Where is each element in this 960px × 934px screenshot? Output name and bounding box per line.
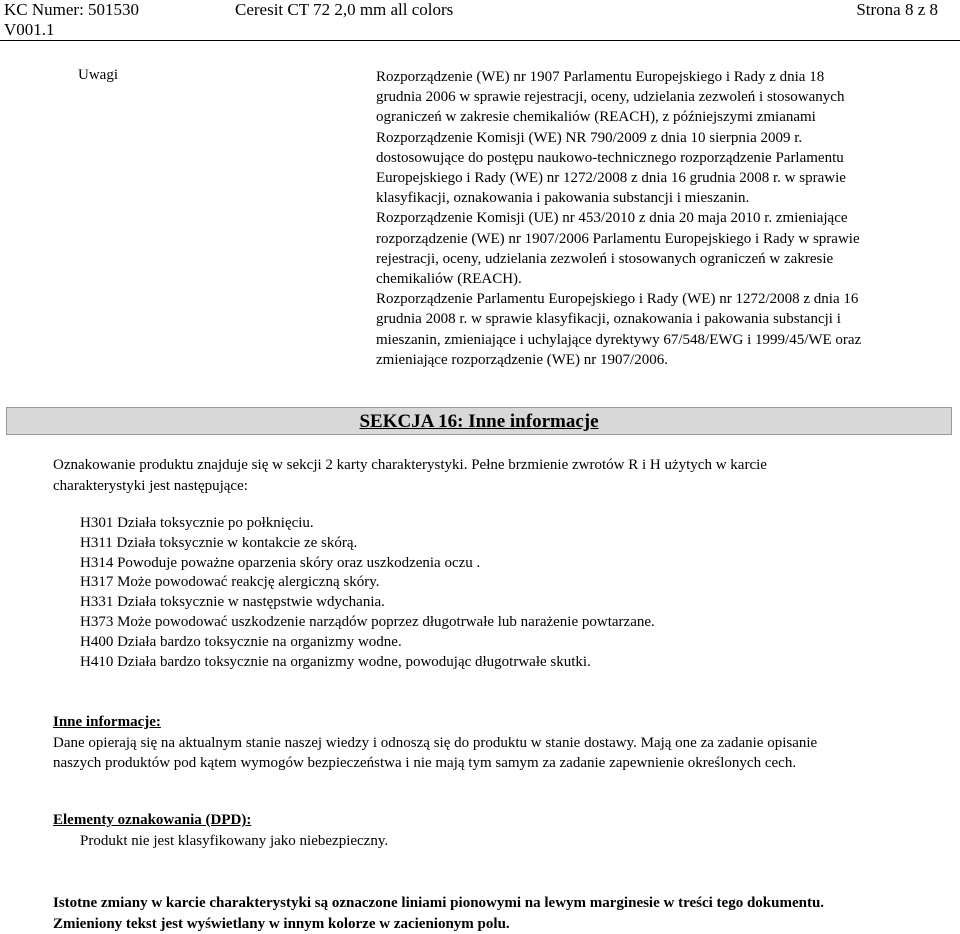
- notes-line: Rozporządzenie Komisji (UE) nr 453/2010 z dnia 20 maja 2010 r. zmieniające: [376, 210, 848, 227]
- dpd-heading: Elementy oznakowania (DPD):: [53, 812, 252, 828]
- notes-line: Rozporządzenie (WE) nr 1907 Parlamentu Europejskiego i Rady z dnia 18: [376, 69, 825, 85]
- notes-line: chemikaliów (REACH).: [376, 271, 522, 288]
- changes-note: [53, 893, 824, 934]
- kc-number: KC Numer: 501530: [4, 0, 140, 19]
- changes-line: Istotne zmiany w karcie charakterystyki są oznaczone liniami pionowymi na lewym marginesie w treści tego dokumentu.: [53, 895, 825, 911]
- page-number: Strona 8 z 8: [856, 0, 938, 19]
- notes-line: grudnia 2006 w sprawie rejestracji, oceny, udzielania zezwoleń i stosowanych: [376, 89, 845, 106]
- h-statement: H301 Działa toksycznie po połknięciu.: [80, 515, 314, 531]
- notes-line: Europejskiego i Rady (WE) nr 1272/2008 z dnia 16 grudnia 2008 r. w sprawie: [376, 170, 846, 187]
- h-statements-list: [80, 514, 655, 672]
- h-statement: H311 Działa toksycznie w kontakcie ze skórą.: [80, 534, 358, 551]
- h-statement: H317 Może powodować reakcję alergiczną skóry.: [80, 574, 380, 591]
- version: V001.1: [4, 20, 55, 39]
- section-16-header: [6, 407, 952, 435]
- other-info-heading: Inne informacje:: [53, 714, 161, 730]
- h-statement: H331 Działa toksycznie w następstwie wdychania.: [80, 594, 385, 611]
- h-statement: H314 Powoduje poważne oparzenia skóry oraz uszkodzenia oczu .: [80, 554, 481, 571]
- intro-line: Oznakowanie produktu znajduje się w sekcji 2 karty charakterystyki. Pełne brzmienie zwrotów R i H użytych w karcie: [53, 457, 767, 473]
- other-info-line: Dane opierają się na aktualnym stanie naszej wiedzy i odnoszą się do produktu w stanie dostawy. Mają one za zadanie opisanie: [53, 734, 818, 751]
- changes-line: Zmieniony tekst jest wyświetlany w innym kolorze w zacienionym polu.: [53, 915, 510, 932]
- other-info-block: [53, 712, 817, 774]
- notes-line: rozporządzenie (WE) nr 1907/2006 Parlamentu Europejskiego i Rady w sprawie: [376, 230, 860, 247]
- other-info-line: naszych produktów pod kątem wymogów bezpieczeństwa i nie mają tym samym za zadanie zapewnienie określonych cech.: [53, 755, 797, 771]
- dpd-text: Produkt nie jest klasyfikowany jako niebezpieczny.: [80, 832, 389, 849]
- intro-line: charakterystyki jest następujące:: [53, 477, 248, 494]
- notes-line: grudnia 2008 r. w sprawie klasyfikacji, oznakowania i pakowania substancji i: [376, 311, 841, 328]
- h-statement: H373 Może powodować uszkodzenie narządów poprzez długotrwałe lub narażenie powtarzane.: [80, 613, 655, 630]
- notes-line: Rozporządzenie Parlamentu Europejskiego i Rady (WE) nr 1272/2008 z dnia 16: [376, 291, 859, 308]
- notes-label: Uwagi: [78, 67, 118, 83]
- notes-line: klasyfikacji, oznakowania i pakowania substancji i mieszanin.: [376, 190, 750, 207]
- section-16-title: SEKCJA 16: Inne informacje: [359, 411, 599, 432]
- notes-line: rejestracji, oceny, udzielania zezwoleń i stosowanych ograniczeń w zakresie: [376, 250, 834, 267]
- section-16-intro: [53, 455, 767, 496]
- notes-line: ograniczeń w zakresie chemikaliów (REACH), z późniejszymi zmianami: [376, 109, 816, 126]
- product-name: Ceresit CT 72 2,0 mm all colors: [235, 0, 454, 19]
- h-statement: H400 Działa bardzo toksycznie na organizmy wodne.: [80, 633, 402, 650]
- notes-line: dostosowujące do postępu naukowo-technicznego rozporządzenie Parlamentu: [376, 149, 844, 166]
- header-divider: [0, 40, 960, 41]
- dpd-block: [53, 810, 388, 851]
- h-statement: H410 Działa bardzo toksycznie na organizmy wodne, powodując długotrwałe skutki.: [80, 653, 591, 670]
- notes-line: zmieniające rozporządzenie (WE) nr 1907/2006.: [376, 351, 668, 368]
- notes-line: mieszanin, zmieniające i uchylające dyrektywy 67/548/EWG i 1999/45/WE oraz: [376, 331, 862, 348]
- notes-line: Rozporządzenie Komisji (WE) NR 790/2009 z dnia 10 sierpnia 2009 r.: [376, 129, 803, 146]
- notes-text: [376, 67, 861, 370]
